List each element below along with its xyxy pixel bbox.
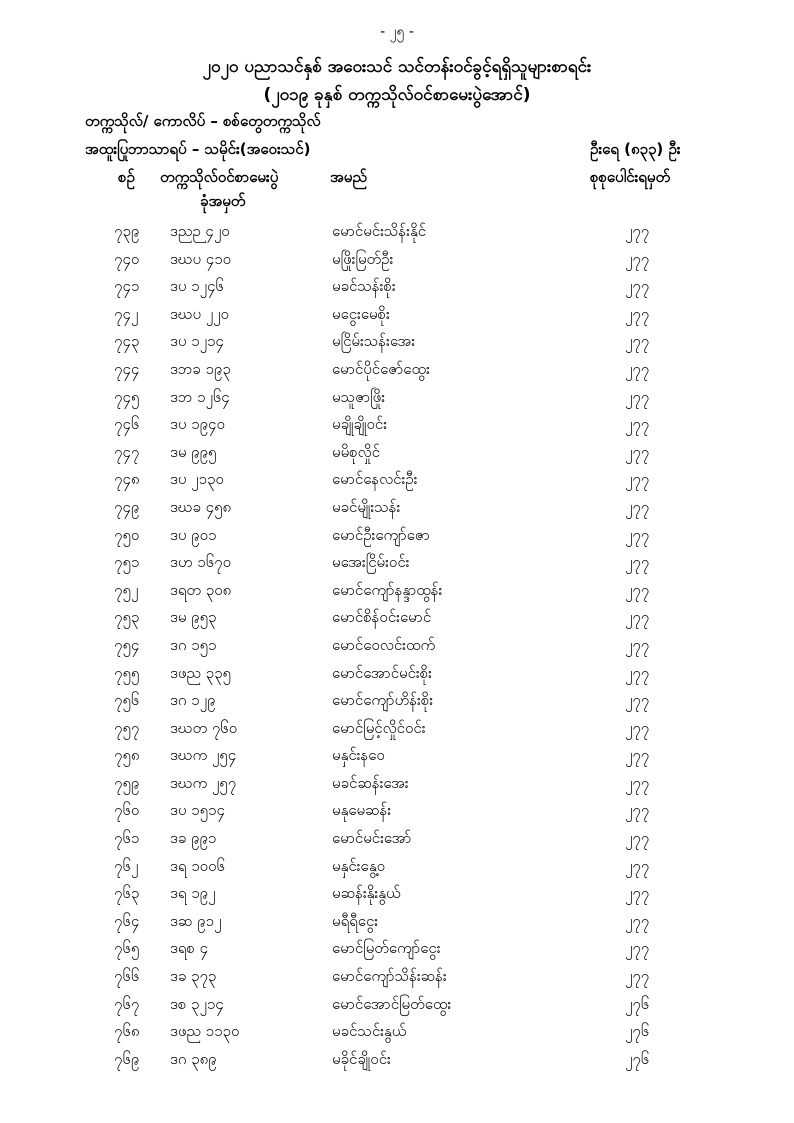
table-row <box>0 273 794 301</box>
row-number: ၇၆၈ <box>114 1022 140 1041</box>
roll-number: ဒပ ၁၂၁၄ <box>170 332 224 351</box>
student-name: မနှင်းနဝေ <box>332 746 385 765</box>
student-name: မောင်ပိုင်ဇော်ထွေး <box>332 359 430 378</box>
student-list <box>0 218 794 1073</box>
header-roll-number-line2: ခုံအမှတ် <box>200 192 246 210</box>
table-row <box>0 604 794 632</box>
total-count: ဦးရေ (၈၃၃) ဦး <box>590 140 681 158</box>
table-row <box>0 687 794 715</box>
row-number: ၇၄၄ <box>114 359 140 378</box>
table-row <box>0 466 794 494</box>
student-name: မောင်မင်းသိန်းနိုင် <box>332 222 427 240</box>
total-marks: ၂၇၇ <box>625 939 650 958</box>
document-title: ၂၀၂၀ ပညာသင်နှစ် အဝေးသင် သင်တန်းဝင်ခွင့်ရရှိသူများစာရင်း <box>202 57 592 77</box>
student-name: မောင်မင်းအော် <box>332 829 412 848</box>
table-row <box>0 1046 794 1074</box>
roll-number: ဒဃက ၂၅၇ <box>170 773 237 792</box>
table-row <box>0 660 794 688</box>
row-number: ၇၅၀ <box>114 525 140 544</box>
table-row <box>0 770 794 798</box>
total-marks: ၂၇၇ <box>625 967 650 986</box>
row-number: ၇၆၆ <box>114 967 140 986</box>
row-number: ၇၅၁ <box>114 553 140 572</box>
table-row <box>0 577 794 605</box>
roll-number: ဒဘ ၁၂၆၄ <box>170 387 230 406</box>
total-marks: ၂၇၆ <box>625 994 650 1013</box>
row-number: ၇၅၃ <box>114 608 140 627</box>
student-name: မရီရီငွေး <box>332 911 379 930</box>
roll-number: ဒဟ ၁၆၇၀ <box>170 553 232 572</box>
student-name: မဆန်းနိုးနွယ် <box>332 884 401 903</box>
roll-number: ဒဖည ၁၁၃၀ <box>170 1022 240 1041</box>
row-number: ၇၆၃ <box>114 884 140 903</box>
roll-number: ဒမ ၉၅၃ <box>170 608 217 627</box>
roll-number: ဒခ ၃၇၃ <box>170 967 217 986</box>
student-name: မောင်မြင့်လှိုင်ဝင်း <box>332 718 426 737</box>
student-name: မဖြိုးမြတ်ဦး <box>332 249 394 268</box>
table-row <box>0 935 794 963</box>
roll-number: ဒပ ၁၂၄၆ <box>170 277 224 296</box>
student-name: မောင်စိန်ဝင်းမောင် <box>332 608 432 627</box>
student-name: မောင်နေလင်းဦး <box>332 470 418 489</box>
document-subtitle: (၂၀၁၉ ခုနှစ် တက္ကသိုလ်ဝင်စာမေးပွဲအောင်) <box>263 85 531 105</box>
total-marks: ၂၇၇ <box>625 553 650 572</box>
row-number: ၇၄၇ <box>114 442 140 461</box>
row-number: ၇၄၅ <box>114 387 140 406</box>
total-marks: ၂၇၇ <box>625 663 650 682</box>
specialization-line: အထူးပြုဘာသာရပ် – သမိုင်း(အဝေးသင်) <box>85 140 311 158</box>
roll-number: ဒစ ၃၂၁၄ <box>170 994 224 1013</box>
total-marks: ၂၇၆ <box>625 1022 650 1041</box>
header-no: စဉ် <box>118 168 135 186</box>
row-number: ၇၅၉ <box>114 773 140 792</box>
student-name: မနုမေဆန်း <box>332 801 392 820</box>
roll-number: ဒပ ၁၉၄၀ <box>170 415 225 434</box>
student-name: မချိုချိုဝင်း <box>332 415 388 434</box>
table-row <box>0 411 794 439</box>
roll-number: ဒဃခ ၄၅၈ <box>170 497 232 516</box>
total-marks: ၂၇၇ <box>625 911 650 930</box>
total-marks: ၂၇၇ <box>625 249 650 268</box>
total-marks: ၂၇၇ <box>625 580 650 599</box>
table-row <box>0 549 794 577</box>
total-marks: ၂၇၇ <box>625 359 650 378</box>
student-name: မောင်ဦးကျော်ဇော <box>332 525 430 544</box>
total-marks: ၂၇၇ <box>625 222 650 240</box>
total-marks: ၂၇၇ <box>625 635 650 654</box>
total-marks: ၂၇၇ <box>625 746 650 765</box>
student-name: မောင်ကျော်သိန်းဆန်း <box>332 967 447 986</box>
roll-number: ဒရ ၁၀၀၆ <box>170 856 225 875</box>
roll-number: ဒညဉ ၄၂၀ <box>170 222 230 240</box>
table-row <box>0 742 794 770</box>
student-name: မခင်သင်းနွယ် <box>332 1022 407 1041</box>
student-name: မခိုင်ချိုဝင်း <box>332 1049 391 1068</box>
table-row <box>0 880 794 908</box>
row-number: ၇၄၁ <box>114 277 140 296</box>
total-marks: ၂၇၇ <box>625 829 650 848</box>
student-name: မောင်ကျော်နန္ဒာထွန်း <box>332 580 443 599</box>
student-name: မမိစုလှိုင် <box>332 442 380 461</box>
roll-number: ဒရစ ၄ <box>170 939 209 958</box>
roll-number: ဒဘခ ၁၉၃ <box>170 359 231 378</box>
row-number: ၇၆၇ <box>114 994 140 1013</box>
total-marks: ၂၇၇ <box>625 608 650 627</box>
student-name: မငွေးမေစိုး <box>332 304 390 323</box>
roll-number: ဒခ ၉၉၁ <box>170 829 217 848</box>
row-number: ၇၅၅ <box>114 663 140 682</box>
total-marks: ၂၇၇ <box>625 718 650 737</box>
total-marks: ၂၇၇ <box>625 277 650 296</box>
page-number: - ၂၅ - <box>380 24 414 40</box>
total-marks: ၂၇၇ <box>625 304 650 323</box>
table-row <box>0 246 794 274</box>
row-number: ၇၄၈ <box>114 470 140 489</box>
row-number: ၇၆၀ <box>114 801 140 820</box>
total-marks: ၂၇၇ <box>625 884 650 903</box>
row-number: ၇၆၅ <box>114 939 140 958</box>
student-name: မောင်ဝေလင်းထက် <box>332 635 436 654</box>
header-name: အမည် <box>330 168 367 186</box>
total-marks: ၂၇၇ <box>625 442 650 461</box>
roll-number: ဒဃတ ၇၆၀ <box>170 718 238 737</box>
row-number: ၇၄၃ <box>114 332 140 351</box>
student-name: မသူဇာဖြိုး <box>332 387 386 406</box>
row-number: ၇၄၆ <box>114 415 140 434</box>
roll-number: ဒဂ ၁၂၉ <box>170 691 216 710</box>
roll-number: ဒပ ၂၁၃၀ <box>170 470 224 489</box>
table-row <box>0 963 794 991</box>
student-name: မောင်အောင်မြတ်ထွေး <box>332 994 452 1013</box>
table-row <box>0 356 794 384</box>
roll-number: ဒပ ၉၀၁ <box>170 525 217 544</box>
row-number: ၇၆၄ <box>114 911 140 930</box>
header-total-marks: စုစုပေါင်းရမှတ် <box>590 168 671 186</box>
row-number: ၇၄၂ <box>114 304 139 323</box>
total-marks: ၂၇၇ <box>625 773 650 792</box>
roll-number: ဒမ ၉၉၅ <box>170 442 217 461</box>
table-row <box>0 328 794 356</box>
roll-number: ဒဂ ၁၅၁ <box>170 635 217 654</box>
table-row <box>0 522 794 550</box>
roll-number: ဒဆ ၉၁၂ <box>170 911 222 930</box>
row-number: ၇၆၁ <box>114 829 140 848</box>
row-number: ၇၄၀ <box>114 249 140 268</box>
row-number: ၇၅၂ <box>114 580 139 599</box>
total-marks: ၂၇၇ <box>625 387 650 406</box>
student-name: မောင်မြတ်ကျော်ငွေး <box>332 939 441 958</box>
student-name: မနှင်းနွေ့ဝ <box>332 856 386 875</box>
roll-number: ဒပ ၁၅၁၄ <box>170 801 225 820</box>
table-row <box>0 439 794 467</box>
total-marks: ၂၇၆ <box>625 1049 650 1068</box>
row-number: ၇၃၉ <box>114 222 140 240</box>
header-roll-number: တက္ကသိုလ်ဝင်စာမေးပွဲ <box>160 168 279 186</box>
student-name: မခင်မျိုးသန်း <box>332 497 401 516</box>
student-name: မခင်သန်းစိုး <box>332 277 396 296</box>
student-name: မခင်ဆန်းအေး <box>332 773 409 792</box>
roll-number: ဒရတ ၃၀၈ <box>170 580 232 599</box>
table-row <box>0 715 794 743</box>
student-name: မအေးငြိမ်းဝင်း <box>332 553 410 572</box>
table-row <box>0 1018 794 1046</box>
total-marks: ၂၇၇ <box>625 470 650 489</box>
row-number: ၇၅၆ <box>114 691 140 710</box>
total-marks: ၂၇၇ <box>625 525 650 544</box>
total-marks: ၂၇၇ <box>625 415 650 434</box>
roll-number: ဒရ ၁၉၂ <box>170 884 216 903</box>
roll-number: ဒဃက ၂၅၄ <box>170 746 237 765</box>
total-marks: ၂၇၇ <box>625 691 650 710</box>
table-row <box>0 908 794 936</box>
table-row <box>0 825 794 853</box>
table-row <box>0 301 794 329</box>
student-name: မောင်ကျော်ဟိန်းစိုး <box>332 691 434 710</box>
total-marks: ၂၇၇ <box>625 856 650 875</box>
total-marks: ၂၇၇ <box>625 497 650 516</box>
table-row <box>0 797 794 825</box>
total-marks: ၂၇၇ <box>625 332 650 351</box>
university-line: တက္ကသိုလ်/ ကောလိပ် – စစ်တွေတက္ကသိုလ် <box>85 112 321 130</box>
row-number: ၇၅၈ <box>114 746 140 765</box>
table-row <box>0 218 794 246</box>
row-number: ၇၆၉ <box>114 1049 140 1068</box>
table-row <box>0 853 794 881</box>
student-name: မငြိမ်းသန်းအေး <box>332 332 415 351</box>
row-number: ၇၄၉ <box>114 497 140 516</box>
table-row <box>0 494 794 522</box>
row-number: ၇၆၂ <box>114 856 139 875</box>
table-row <box>0 991 794 1019</box>
roll-number: ဒဃပ ၄၁၀ <box>170 249 232 268</box>
row-number: ၇၅၇ <box>114 718 140 737</box>
roll-number: ဒဂ ၃၈၉ <box>170 1049 217 1068</box>
table-row <box>0 384 794 412</box>
total-marks: ၂၇၇ <box>625 801 650 820</box>
table-row <box>0 632 794 660</box>
roll-number: ဒဃပ ၂၂၀ <box>170 304 229 323</box>
roll-number: ဒဖည ၃၃၅ <box>170 663 231 682</box>
student-name: မောင်အောင်မင်းစိုး <box>332 663 432 682</box>
row-number: ၇၅၄ <box>114 635 140 654</box>
